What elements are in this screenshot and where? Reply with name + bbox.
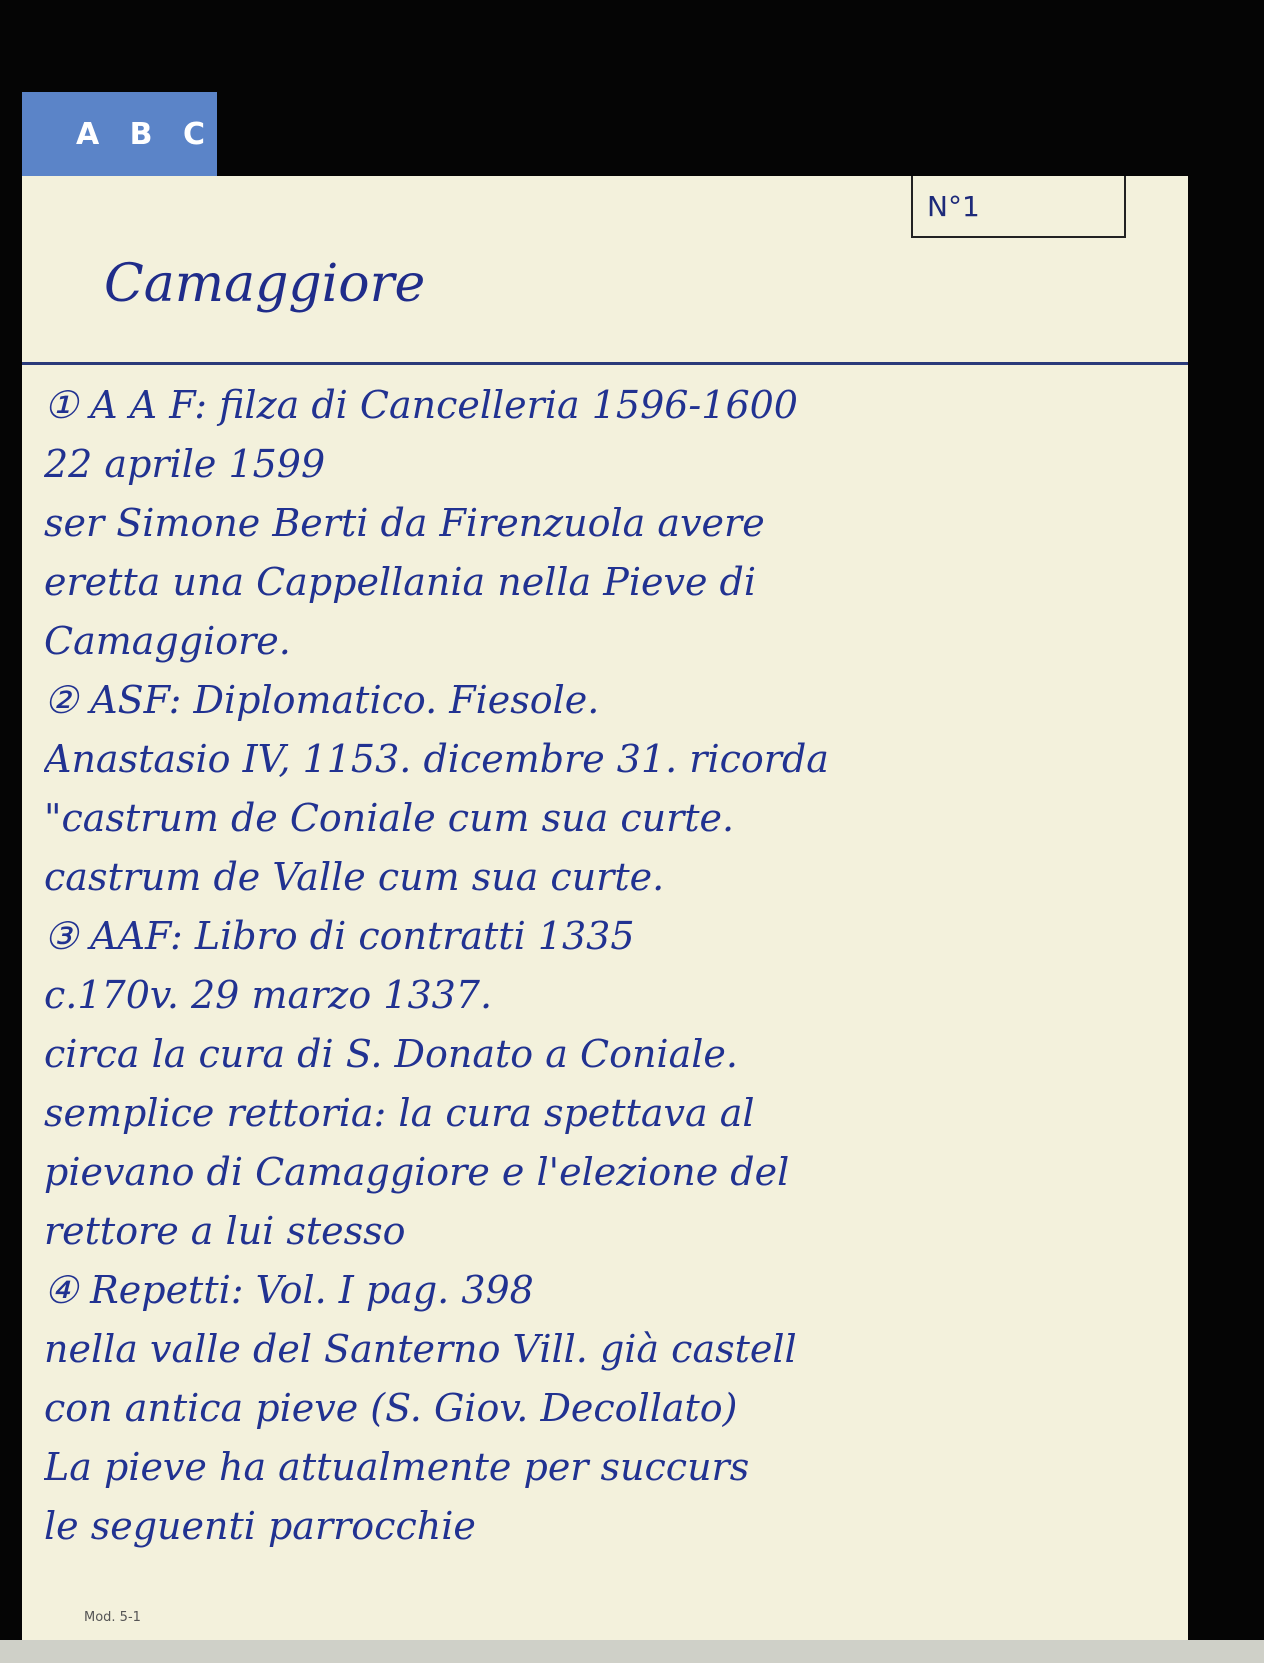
- index-tab: [22, 92, 217, 176]
- text-line: semplice rettoria: la cura spettava al: [44, 1091, 755, 1135]
- text-line: Camaggiore.: [44, 619, 291, 663]
- card-text: [44, 376, 1169, 1556]
- card-number: N°1: [927, 190, 980, 223]
- text-line: con antica pieve (S. Giov. Decollato): [44, 1386, 738, 1430]
- index-tab-label: A B C: [76, 116, 215, 152]
- text-line: nella valle del Santerno Vill. già castell: [44, 1327, 797, 1371]
- text-line: 22 aprile 1599: [44, 442, 326, 486]
- scan-bottom-strip: [0, 1640, 1264, 1663]
- card-number-box: [911, 176, 1126, 238]
- text-line: le seguenti parrocchie: [44, 1504, 476, 1548]
- text-line: Anastasio IV, 1153. dicembre 31. ricorda: [44, 737, 829, 781]
- text-line: eretta una Cappellania nella Pieve di: [44, 560, 757, 604]
- text-line: ② ASF: Diplomatico. Fiesole.: [44, 678, 600, 722]
- text-line: pievano di Camaggiore e l'elezione del: [44, 1150, 790, 1194]
- text-line: ser Simone Berti da Firenzuola avere: [44, 501, 765, 545]
- text-line: ① A A F: filza di Cancelleria 1596-1600: [44, 383, 798, 427]
- form-code: Mod. 5-1: [84, 1610, 141, 1625]
- text-line: La pieve ha attualmente per succurs: [44, 1445, 750, 1489]
- text-line: ③ AAF: Libro di contratti 1335: [44, 914, 635, 958]
- card-title: Camaggiore: [104, 254, 426, 314]
- text-line: rettore a lui stesso: [44, 1209, 406, 1253]
- text-line: c.170v. 29 marzo 1337.: [44, 973, 493, 1017]
- text-line: circa la cura di S. Donato a Coniale.: [44, 1032, 738, 1076]
- index-card: [22, 176, 1188, 1640]
- text-line: "castrum de Coniale cum sua curte.: [44, 796, 735, 840]
- text-line: ④ Repetti: Vol. I pag. 398: [44, 1268, 534, 1312]
- header-rule: [22, 362, 1188, 365]
- text-line: castrum de Valle cum sua curte.: [44, 855, 665, 899]
